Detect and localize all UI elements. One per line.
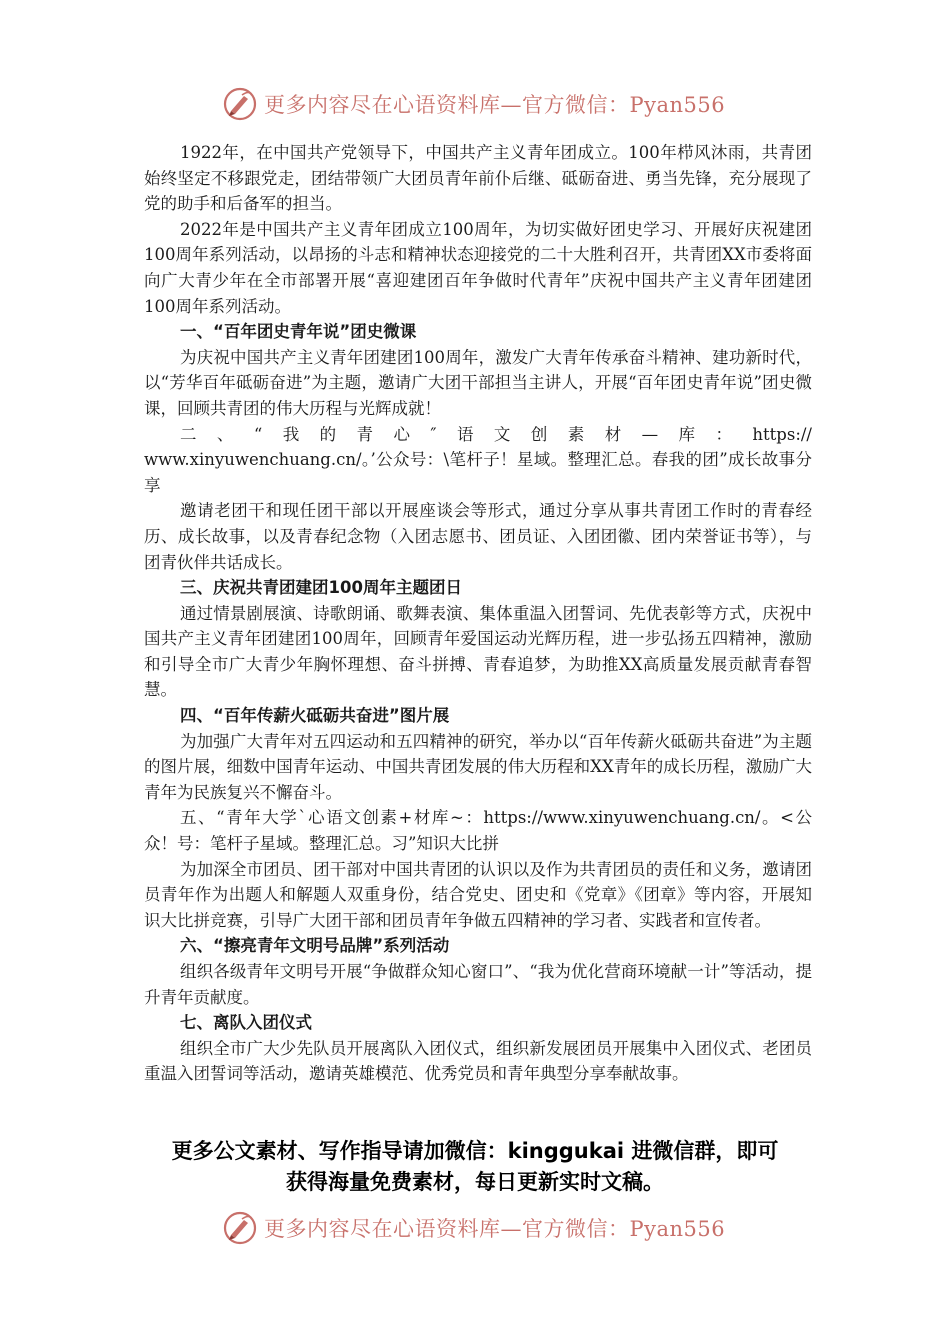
- article-body: [144, 140, 812, 1087]
- paragraph-section-5: 为加深全市团员、团干部对中国共青团的认识以及作为共青团员的责任和义务，邀请团员青年作为出题人和解题人双重身份，结合党史、团史和《党章》《团章》等内容，开展知识大比拼竞赛，引导广大团干部和团员青年争做五四精神的学习者、实践者和宣传者。: [144, 859, 812, 930]
- pen-logo-icon: [222, 1210, 258, 1246]
- promo-note: [100, 1136, 850, 1198]
- paragraph-section-6: 组织各级青年文明号开展“争做群众知心窗口”、“我为优化营商环境献一计”等活动，提升青年贡献度。: [144, 962, 812, 1007]
- header-banner-text: 更多内容尽在心语资料库—官方微信：Pyan556: [264, 93, 726, 117]
- section-heading-2-line1: 二、“我的青心″语文创素材—库：https://: [180, 424, 812, 444]
- paragraph-section-2: 邀请老团干和现任团干部以开展座谈会等形式，通过分享从事共青团工作时的青春经历、成长故事，以及青春纪念物（入团志愿书、团员证、入团团徽、团内荣誉证书等），与团青伙伴共话成长。: [144, 501, 812, 572]
- footer-banner: [0, 1210, 950, 1246]
- paragraph-intro: 1922年，在中国共产党领导下，中国共产主义青年团成立。100年栉风沐雨，共青团始终坚定不移跟党走，团结带领广大团员青年前仆后继、砥砺奋进、勇当先锋，充分展现了党的助手和后备军的担当。: [144, 143, 812, 214]
- section-heading-5: 五、“青年大学`心语文创素+材库~：https://www.xinyuwenchuang.cn/。<公众！号：笔杆子星域。整理汇总。习”知识大比拼: [144, 808, 812, 854]
- section-heading-7: 七、离队入团仪式: [180, 1013, 312, 1033]
- section-heading-2-line2: www.xinyuwenchuang.cn/。’公众号：\笔杆子！星域。整理汇总。春我的团”成长故事分享: [144, 450, 812, 495]
- paragraph-section-7: 组织全市广大少先队员开展离队入团仪式，组织新发展团员开展集中入团仪式、老团员重温入团誓词等活动，邀请英雄模范、优秀党员和青年典型分享奉献故事。: [144, 1038, 812, 1084]
- section-heading-3: 三、庆祝共青团建团100周年主题团日: [180, 578, 462, 598]
- section-heading-6: 六、“擦亮青年文明号品牌”系列活动: [180, 936, 450, 956]
- footer-banner-text: 更多内容尽在心语资料库—官方微信：Pyan556: [264, 1217, 726, 1241]
- section-heading-1: 一、“百年团史青年说”团史微课: [180, 322, 417, 342]
- paragraph-overview: 2022年是中国共产主义青年团成立100周年，为切实做好团史学习、开展好庆祝建团100周年系列活动，以昂扬的斗志和精神状态迎接党的二十大胜利召开，共青团XX市委将面向广大青少年在全市部署开展“喜迎建团百年争做时代青年”庆祝中国共产主义青年团建团100周年系列活动。: [144, 219, 812, 316]
- paragraph-section-4: 为加强广大青年对五四运动和五四精神的研究，举办以“百年传薪火砥砺共奋进”为主题的图片展，细数中国青年运动、中国共青团发展的伟大历程和XX青年的成长历程，激励广大青年为民族复兴不懈奋斗。: [144, 731, 812, 802]
- header-banner: [0, 86, 950, 122]
- promo-note-line2: 获得海量免费素材，每日更新实时文稿。: [286, 1170, 664, 1194]
- paragraph-section-3: 通过情景剧展演、诗歌朗诵、歌舞表演、集体重温入团誓词、先优表彰等方式，庆祝中国共产主义青年团建团100周年，回顾青年爱国运动光辉历程，进一步弘扬五四精神，激励和引导全市广大青少年胸怀理想、奋斗拼搏、青春追梦，为助推XX高质量发展贡献青春智慧。: [144, 603, 812, 700]
- promo-note-line1: 更多公文素材、写作指导请加微信：kinggukai 进微信群，即可: [171, 1139, 779, 1163]
- section-heading-4: 四、“百年传薪火砥砺共奋进”图片展: [180, 706, 450, 726]
- paragraph-section-1: 为庆祝中国共产主义青年团建团100周年，激发广大青年传承奋斗精神、建功新时代，以“芳华百年砥砺奋进”为主题，邀请广大团干部担当主讲人，开展“百年团史青年说”团史微课，回顾共青团的伟大历程与光辉成就！: [144, 347, 812, 418]
- pen-logo-icon: [222, 86, 258, 122]
